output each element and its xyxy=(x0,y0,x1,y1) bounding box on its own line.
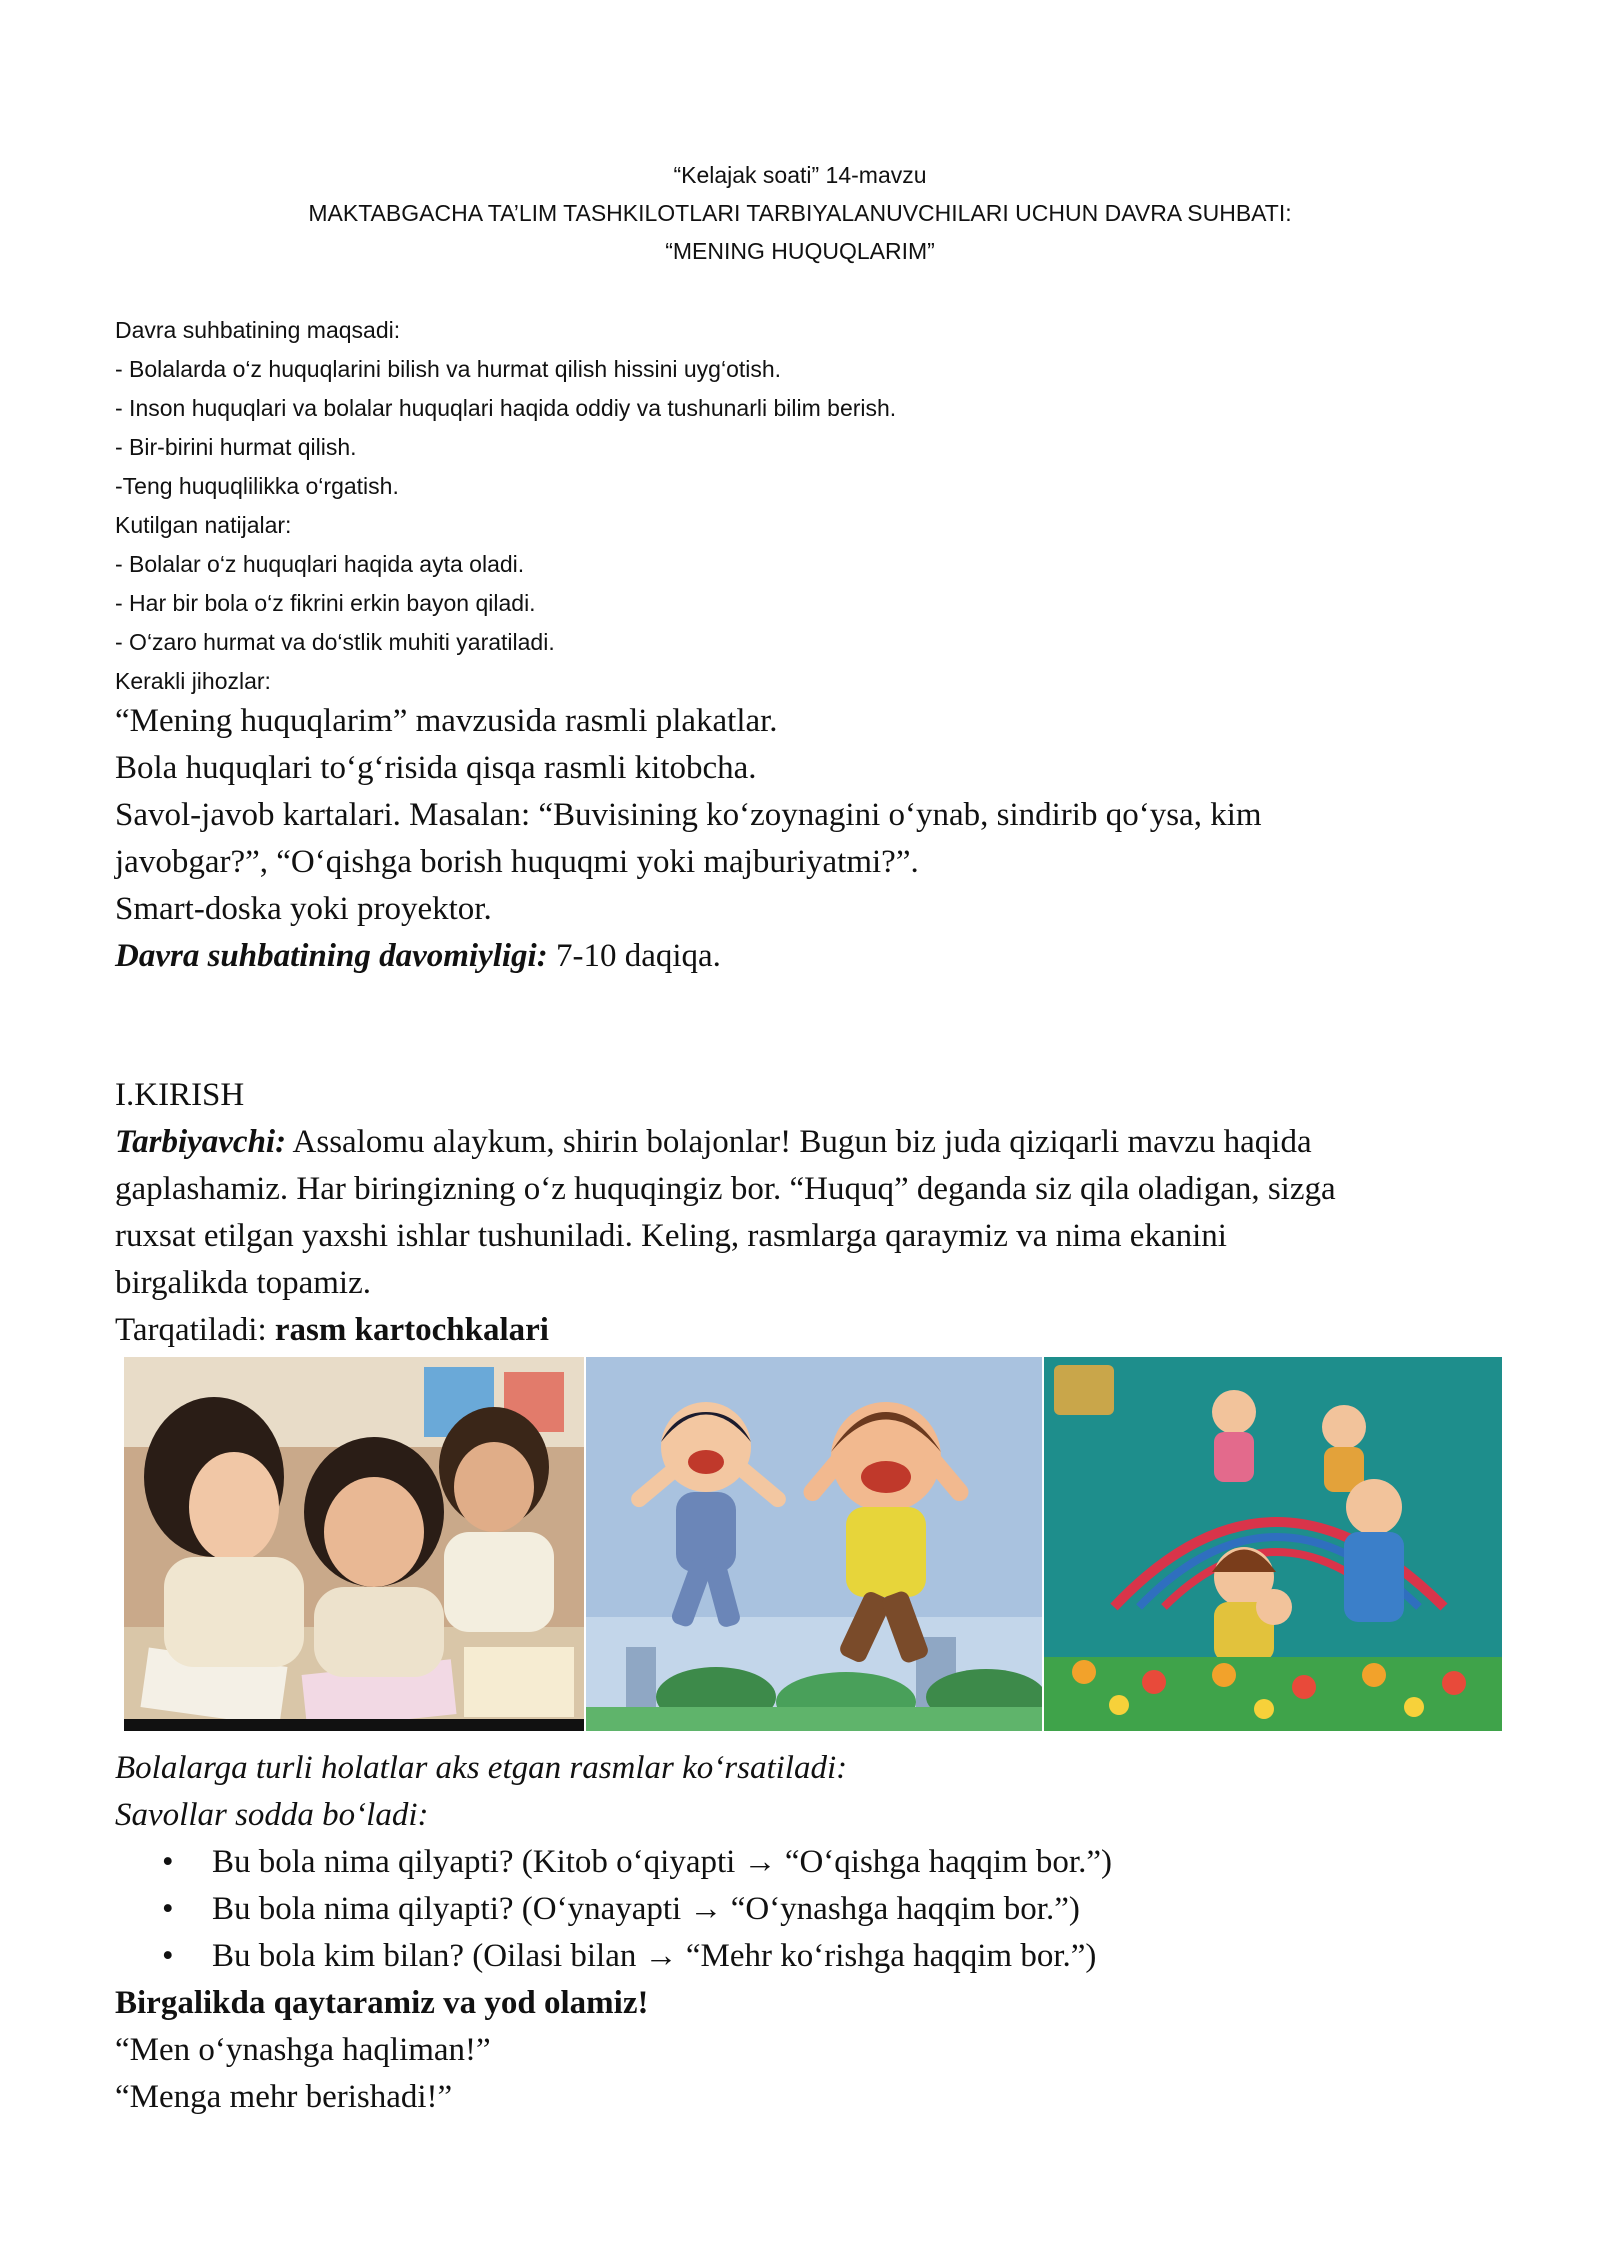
cartoon-illustration xyxy=(586,1357,1042,1731)
intro-section xyxy=(115,1072,1515,1354)
handout-value: rasm kartochkalari xyxy=(274,1312,549,1348)
picture-cards xyxy=(124,1357,1502,1731)
speech-line: Assalomu alaykum, shirin bolajonlar! Bugun biz juda qiziqarli mavzu haqida xyxy=(286,1124,1312,1160)
result-item: - Har bir bola o‘z fikrini erkin bayon qiladi. xyxy=(115,590,536,616)
speech-line: birgalikda topamiz. xyxy=(115,1265,371,1301)
equipment-item: Savol-javob kartalari. Masalan: “Buvisining ko‘zoynagini o‘ynab, sindirib qo‘ysa, kim xyxy=(115,797,1262,833)
equipment-heading: Kerakli jihozlar: xyxy=(115,668,271,694)
equipment-item: javobgar?”, “O‘qishga borish huquqmi yoki majburiyatmi?”. xyxy=(115,844,919,880)
family-playground-illustration xyxy=(1044,1357,1502,1731)
jumping-kids-cartoon xyxy=(586,1357,1042,1731)
repeat-heading: Birgalikda qaytaramiz va yod olamiz! xyxy=(115,1985,649,2021)
equipment-list xyxy=(115,698,1515,980)
duration-value: 7-10 daqiqa. xyxy=(547,938,721,974)
equipment-item: “Mening huquqlarim” mavzusida rasmli plakatlar. xyxy=(115,703,778,739)
questions-section xyxy=(115,1745,1515,2121)
equipment-item: Bola huquqlari to‘g‘risida qisqa rasmli kitobcha. xyxy=(115,750,757,786)
bullet: • xyxy=(162,1891,174,1927)
question-list xyxy=(115,1839,1515,1980)
result-item: - O‘zaro hurmat va do‘stlik muhiti yaratiladi. xyxy=(115,629,555,655)
objectives-block xyxy=(115,311,1495,701)
handout-label: Tarqatiladi: xyxy=(115,1312,275,1348)
result-item: - Bolalar o‘z huquqlari haqida ayta oladi. xyxy=(115,551,525,577)
event-title: MAKTABGACHA TA’LIM TASHKILOTLARI TARBIYALANUVCHILARI UCHUN DAVRA SUHBATI: xyxy=(308,200,1292,226)
question-item: • Bu bola nima qilyapti? (O‘ynayapti → “O‘ynashga haqqim bor.”) xyxy=(115,1886,1515,1933)
chant-line: “Menga mehr berishadi!” xyxy=(115,2079,453,2115)
family-illustration xyxy=(1044,1357,1502,1731)
goal-item: - Inson huquqlari va bolalar huquqlari haqida oddiy va tushunarli bilim berish. xyxy=(115,395,897,421)
children-reading-photo xyxy=(124,1357,584,1731)
photo-illustration xyxy=(124,1357,584,1731)
speech-line: gaplashamiz. Har biringizning o‘z huquqingiz bor. “Huquq” deganda siz qila oladigan, sizga xyxy=(115,1171,1336,1207)
speaker-label: Tarbiyavchi: xyxy=(115,1124,287,1160)
instruction-line: Savollar sodda bo‘ladi: xyxy=(115,1797,429,1833)
chant-line: “Men o‘ynashga haqliman!” xyxy=(115,2032,491,2068)
topic-title: “MENING HUQUQLARIM” xyxy=(665,238,935,264)
section-title: I.KIRISH xyxy=(115,1077,245,1113)
bullet: • xyxy=(162,1844,174,1880)
results-heading: Kutilgan natijalar: xyxy=(115,512,292,538)
goal-item: - Bir-birini hurmat qilish. xyxy=(115,434,357,460)
lesson-number: “Kelajak soati” 14-mavzu xyxy=(673,162,927,188)
document-header xyxy=(0,156,1600,270)
goals-heading: Davra suhbatining maqsadi: xyxy=(115,317,401,343)
teacher-speech xyxy=(115,1119,1515,1307)
handout-line xyxy=(115,1307,1515,1354)
goal-item: -Teng huquqlilikka o‘rgatish. xyxy=(115,473,399,499)
bullet: • xyxy=(162,1938,174,1974)
instruction-line: Bolalarga turli holatlar aks etgan rasmlar ko‘rsatiladi: xyxy=(115,1750,848,1786)
question-item: • Bu bola kim bilan? (Oilasi bilan → “Mehr ko‘rishga haqqim bor.”) xyxy=(115,1933,1515,1980)
equipment-item: Smart-doska yoki proyektor. xyxy=(115,891,492,927)
goal-item: - Bolalarda o‘z huquqlarini bilish va hurmat qilish hissini uyg‘otish. xyxy=(115,356,782,382)
duration-line xyxy=(115,933,1515,980)
question-item: • Bu bola nima qilyapti? (Kitob o‘qiyapti → “O‘qishga haqqim bor.”) xyxy=(115,1839,1515,1886)
duration-label: Davra suhbatining davomiyligi: xyxy=(115,938,548,974)
speech-line: ruxsat etilgan yaxshi ishlar tushuniladi. Keling, rasmlarga qaraymiz va nima ekanini xyxy=(115,1218,1227,1254)
